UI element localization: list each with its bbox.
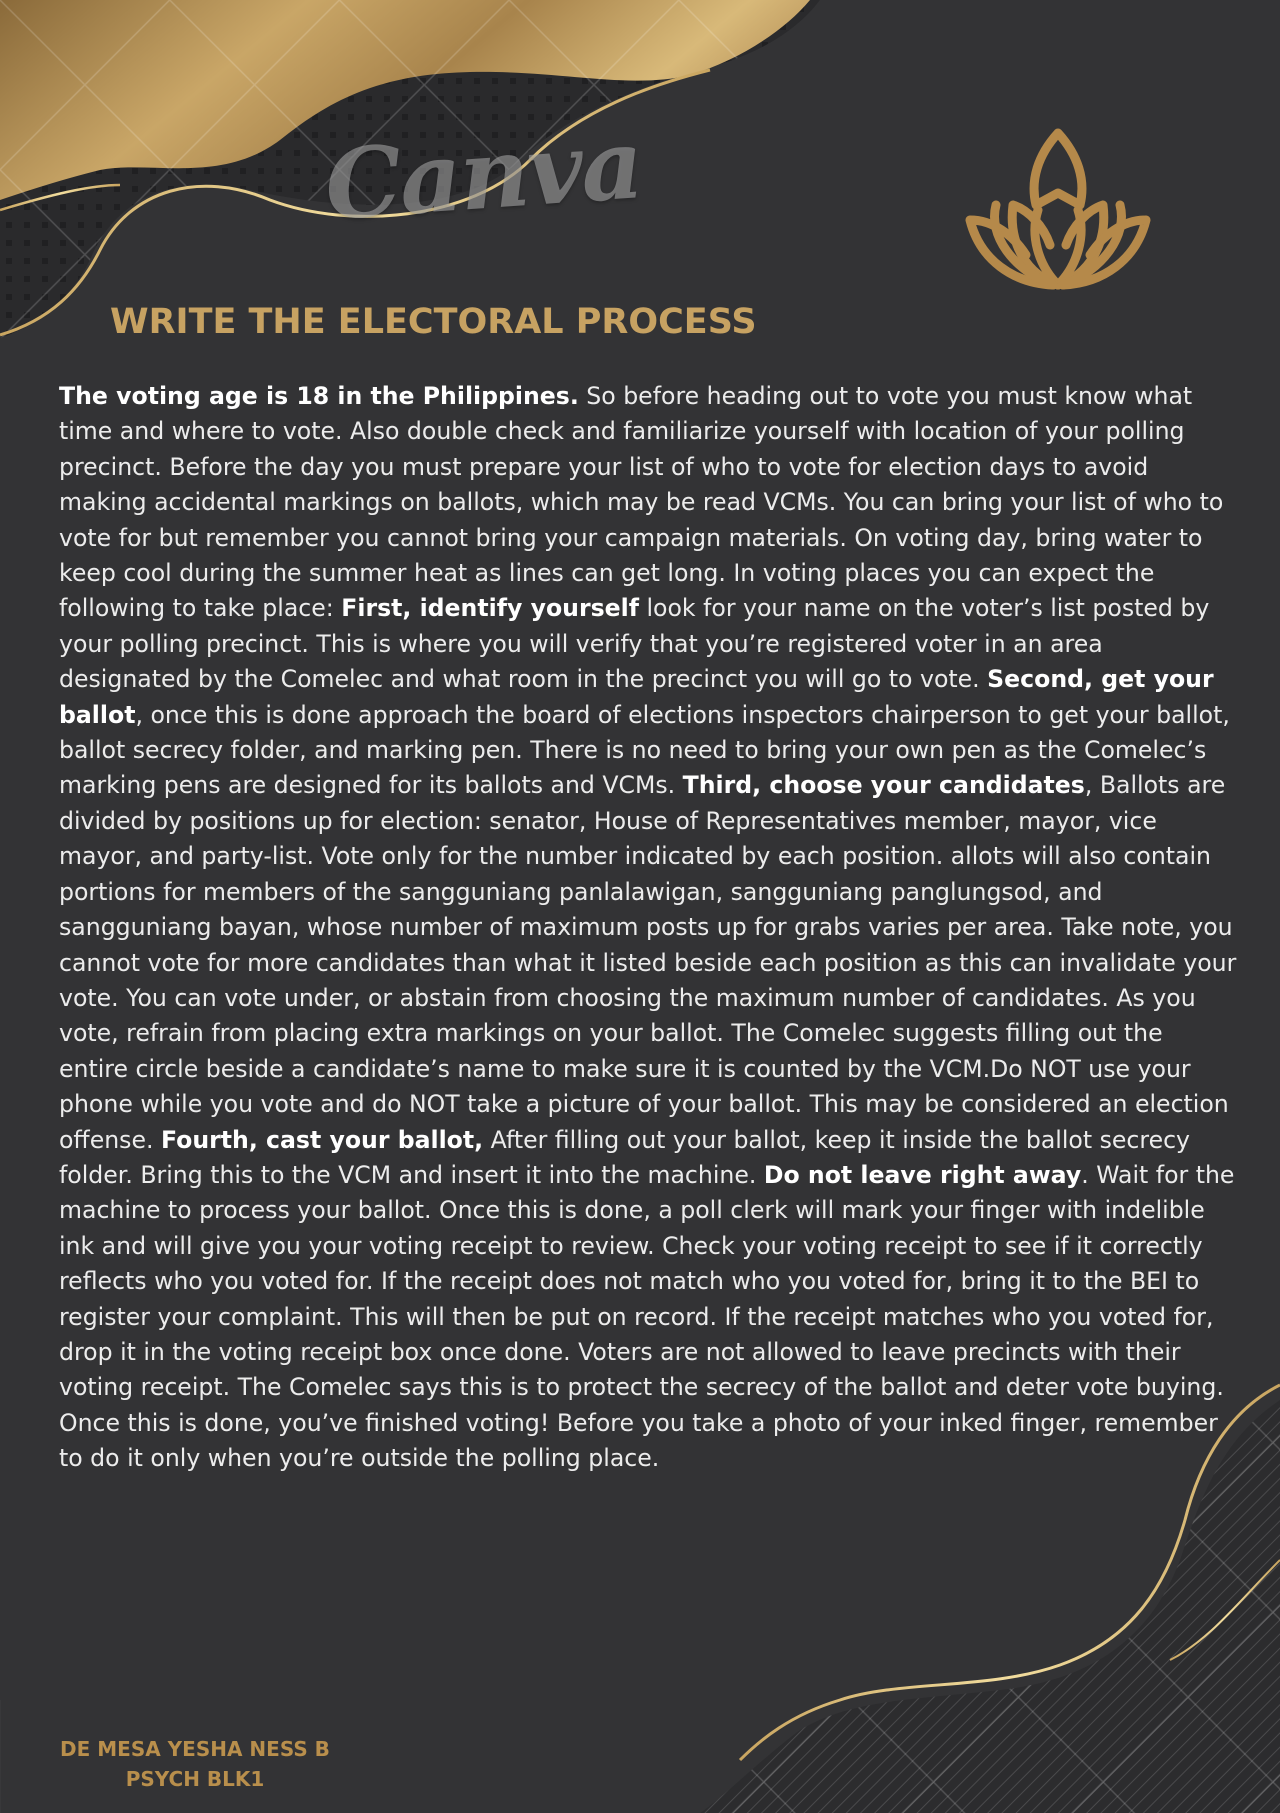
body-segment-bold: The voting age is 18 in the Philippines.: [59, 382, 579, 410]
body-segment: So before heading out to vote you must know what time and where to vote. Also double check and familiarize yourself with location of your polling precinct. Before the day you must prepare your list of who to vote for election days to avoid making accidental markings on ballots, which may be read VCMs. You can bring your list of who to vote for but remember you cannot bring your campaign materials. On voting day, bring water to keep cool during the summer heat as lines can get long. In voting places you can expect the following to take place:: [59, 382, 1224, 623]
canva-watermark: Canva: [321, 107, 645, 242]
body-segment-bold: Second, get your ballot: [59, 665, 1214, 729]
body-segment-bold: Third, choose your candidates: [682, 771, 1085, 800]
body-segment-bold: Fourth, cast your ballot,: [160, 1125, 484, 1154]
body-segment: look for your name on the voter’s list posted by your polling precinct. This is where you will verify that you’re registered voter in an area designated by the Comelec and what room in the precinct you will go to vote.: [59, 594, 1210, 694]
author-name: DE MESA YESHA NESS B: [60, 1737, 330, 1761]
body-segment: After filling out your ballot, keep it inside the ballot secrecy folder. Bring this to the VCM and insert it into the machine.: [59, 1125, 1191, 1189]
author-block: [40, 1734, 350, 1794]
page-title: WRITE THE ELECTORAL PROCESS: [110, 302, 757, 342]
body-paragraph: [59, 379, 1237, 1477]
body-segment-bold: Do not leave right away: [763, 1160, 1082, 1189]
lotus-icon: [958, 125, 1158, 295]
body-segment-bold: First, identify yourself: [341, 594, 639, 623]
author-section: PSYCH BLK1: [125, 1767, 265, 1791]
body-segment: . Wait for the machine to process your ballot. Once this is done, a poll clerk will mark your finger with indelible ink and will give you your voting receipt to review. Check your voting receipt to see if it correctly reflects who you voted for. If the receipt does not match who you voted for, bring it to the BEI to register your complaint. This will then be put on record. If the receipt matches who you voted for, drop it in the voting receipt box once done. Voters are not allowed to leave precincts with their voting receipt. The Comelec says this is to protect the secrecy of the ballot and deter vote buying. Once this is done, you’ve finished voting! Before you take a photo of your inked finger, remember to do it only when you’re outside the polling place.: [59, 1160, 1235, 1473]
body-segment: , Ballots are divided by positions up for election: senator, House of Representatives member, mayor, vice mayor, and party-list. Vote only for the number indicated by each position. allots will also contain portions for members of the sangguniang panlalawigan, sangguniang panglungsod, and sangguniang bayan, whose number of maximum posts up for grabs varies per area. Take note, you cannot vote for more candidates than what it listed beside each position as this can invalidate your vote. You can vote under, or abstain from choosing the maximum number of candidates. As you vote, refrain from placing extra markings on your ballot. The Comelec suggests filling out the entire circle beside a candidate’s name to make sure it is counted by the VCM.Do NOT use your phone while you vote and do NOT take a picture of your ballot. This may be considered an election offense.: [59, 771, 1237, 1154]
body-segment: , once this is done approach the board of elections inspectors chairperson to get your ballot, ballot secrecy folder, and marking pen. There is no need to bring your own pen as the Comelec’s marking pens are designed for its ballots and VCMs.: [59, 700, 1230, 800]
